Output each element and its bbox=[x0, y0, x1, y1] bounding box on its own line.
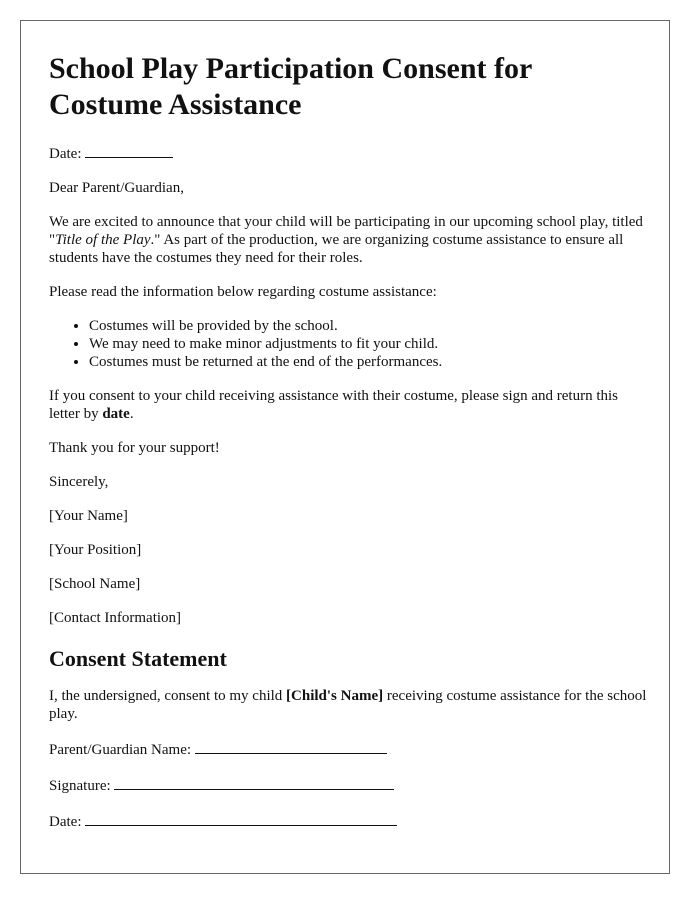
child-name-placeholder: [Child's Name] bbox=[286, 688, 384, 704]
intro-paragraph bbox=[49, 213, 649, 267]
signature-label: Signature: bbox=[49, 778, 111, 794]
consent-request-text: If you consent to your child receiving assistance with their costume, please sign and return this letter by bbox=[49, 388, 619, 422]
letter-date-label: Date: bbox=[49, 146, 82, 162]
consent-date-label: Date: bbox=[49, 814, 82, 830]
list-item: • Costumes will be provided by the school. bbox=[89, 317, 649, 335]
consent-date-field[interactable] bbox=[85, 811, 397, 826]
signoff-contact: [Contact Information] bbox=[49, 610, 182, 626]
page-title: School Play Participation Consent for Costume Assistance bbox=[49, 52, 532, 121]
thanks-line: Thank you for your support! bbox=[49, 440, 220, 456]
salutation: Dear Parent/Guardian, bbox=[49, 180, 184, 196]
signature-field[interactable] bbox=[114, 775, 394, 790]
consent-request-period: . bbox=[129, 406, 134, 422]
info-intro: Please read the information below regarding costume assistance: bbox=[49, 284, 437, 300]
costume-info-list bbox=[49, 317, 649, 371]
return-date: date bbox=[102, 406, 130, 422]
signature-line bbox=[49, 775, 649, 795]
consent-heading: Consent Statement bbox=[49, 646, 227, 671]
guardian-name-line bbox=[49, 739, 649, 759]
letter-date-blank[interactable] bbox=[85, 143, 173, 158]
closing: Sincerely, bbox=[49, 474, 109, 490]
consent-request-paragraph bbox=[49, 387, 649, 423]
signoff-school: [School Name] bbox=[49, 576, 141, 592]
consent-statement bbox=[49, 687, 649, 723]
intro-text-end: ." As part of the production, we are organizing costume assistance to ensure all students have the costumes they need for their roles. bbox=[49, 232, 624, 266]
letter-date-line bbox=[49, 143, 649, 163]
consent-letter-page bbox=[20, 20, 670, 874]
signoff-position: [Your Position] bbox=[49, 542, 142, 558]
consent-date-line bbox=[49, 811, 649, 831]
consent-statement-end: receiving costume assistance for the school play. bbox=[49, 688, 647, 722]
play-title: Title of the Play bbox=[55, 232, 151, 248]
signoff-name: [Your Name] bbox=[49, 508, 128, 524]
intro-text-start: We are excited to announce that your child will be participating in our upcoming school play, titled " bbox=[49, 214, 643, 248]
guardian-name-field[interactable] bbox=[195, 739, 387, 754]
list-item: • Costumes must be returned at the end of the performances. bbox=[89, 353, 649, 371]
guardian-name-label: Parent/Guardian Name: bbox=[49, 742, 192, 758]
list-item: • We may need to make minor adjustments to fit your child. bbox=[89, 335, 649, 353]
consent-statement-start: I, the undersigned, consent to my child bbox=[49, 688, 287, 704]
